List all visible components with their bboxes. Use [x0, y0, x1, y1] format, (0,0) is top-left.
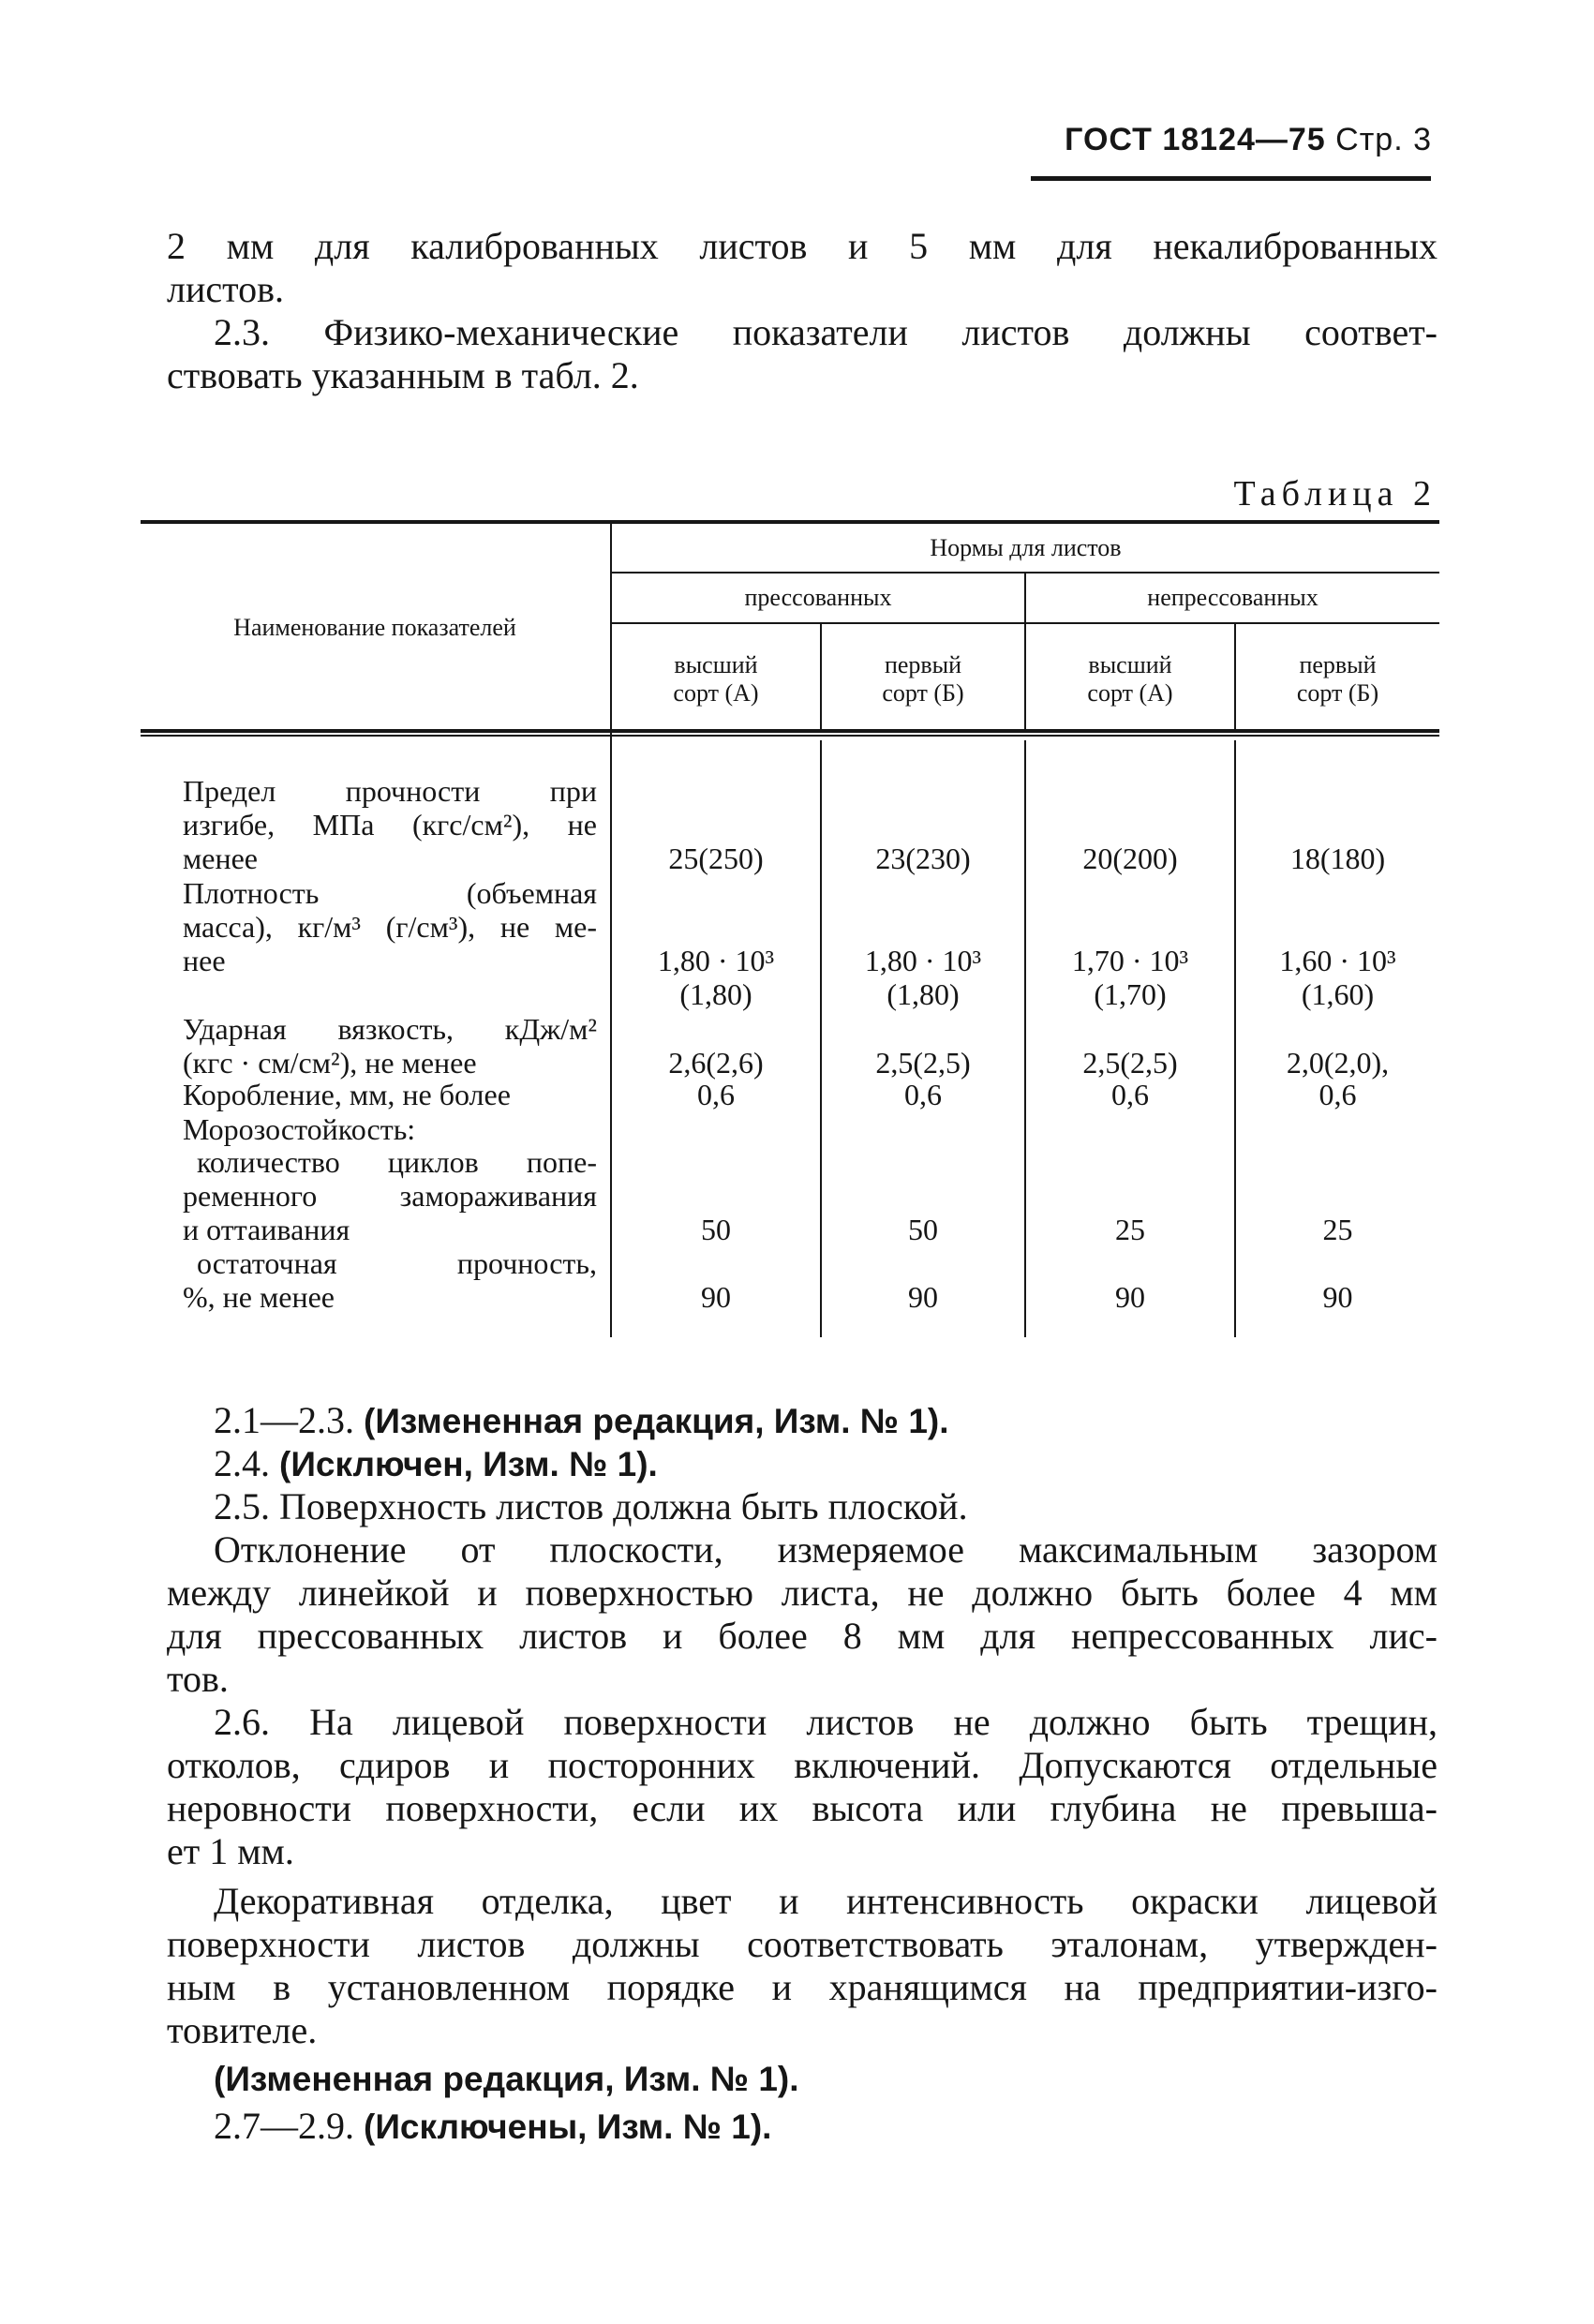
- table-cell: 25: [1322, 1213, 1353, 1246]
- table-vline-2: [820, 740, 822, 1337]
- header-norms: Нормы для листов: [930, 534, 1122, 561]
- table-cell: 90: [908, 1280, 938, 1314]
- table-cell: 23(230): [875, 842, 971, 875]
- paragraph-4-line-3: для прессованных листов и более 8 мм для непрессованных лис-: [167, 1615, 1438, 1657]
- table-header-rule-2: [141, 735, 1439, 737]
- table-cell: 1,60 · 10³: [1279, 944, 1396, 977]
- table-cell: 0,6: [904, 1078, 942, 1111]
- row-label-residual-1: остаточная прочность,: [197, 1246, 597, 1280]
- paragraph-5-line-3: неровности поверхности, если их высота или глубина не превыша-: [167, 1787, 1438, 1829]
- table-cell: 25(250): [668, 842, 764, 875]
- row-label-frost-2: ременного замораживания: [183, 1179, 597, 1213]
- table-cell: 1,70 · 10³: [1071, 944, 1189, 977]
- row-label-frost-1: количество циклов попе-: [197, 1145, 597, 1179]
- grade-header-1: высший сорт (А): [673, 651, 759, 707]
- paragraph-2-line-1: 2.3. Физико-механические показатели листов должны соответ-: [214, 311, 1438, 353]
- paragraph-6-line-3: ным в установленном порядке и хранящимся на предприятии-изго-: [167, 1966, 1438, 2008]
- table-cell: 90: [701, 1280, 731, 1314]
- row-label-strength-3: менее: [183, 842, 258, 875]
- table-cell: 0,6: [1111, 1078, 1149, 1111]
- amendment-note: (Измененная редакция, Изм. № 1).: [214, 2060, 799, 2098]
- paragraph-2-line-2: ствовать указанным в табл. 2.: [167, 354, 639, 396]
- row-label-density-2: масса), кг/м³ (г/см³), не ме-: [183, 910, 597, 944]
- amendment-2-4: 2.4. (Исключен, Изм. № 1).: [214, 1442, 658, 1484]
- page-number: Стр. 3: [1335, 122, 1432, 157]
- paragraph-4-line-2: между линейкой и поверхностью листа, не должно быть более 4 мм: [167, 1572, 1438, 1614]
- paragraph-6-line-4: товителе.: [167, 2009, 318, 2051]
- row-label-strength-2: изгибе, МПа (кгс/см²), не: [183, 808, 597, 842]
- gost-number: ГОСТ 18124—75: [1065, 122, 1326, 157]
- paragraph-5-line-1: 2.6. На лицевой поверхности листов не должно быть трещин,: [214, 1701, 1438, 1743]
- table-vline-4: [1234, 740, 1236, 1337]
- table-cell: (1,80): [886, 977, 960, 1011]
- paragraph-4-line-1: Отклонение от плоскости, измеряемое максимальным зазором: [214, 1528, 1438, 1571]
- clause-2-5: 2.5. Поверхность листов должна быть плоской.: [214, 1485, 968, 1527]
- table-cell: 25: [1115, 1213, 1145, 1246]
- table-caption: Таблица 2: [1233, 474, 1437, 514]
- paragraph-1-line-1: 2 мм для калиброванных листов и 5 мм для некалиброванных: [167, 225, 1438, 267]
- row-label-impact-1: Ударная вязкость, кДж/м²: [183, 1012, 597, 1046]
- grade-header-4: первый сорт (Б): [1296, 651, 1379, 707]
- table-cell: (1,60): [1301, 977, 1375, 1011]
- page-header: [1065, 122, 1432, 158]
- table-cell: 1,80 · 10³: [657, 944, 775, 977]
- table-cell: 20(200): [1082, 842, 1178, 875]
- row-label-density-3: нее: [183, 944, 226, 977]
- table-cell: (1,70): [1094, 977, 1167, 1011]
- table-cell: 50: [701, 1213, 731, 1246]
- row-label-density-1: Плотность (объемная: [183, 876, 597, 910]
- table-cell: 90: [1115, 1280, 1145, 1314]
- table-cell: 2,0(2,0),: [1286, 1046, 1390, 1080]
- table-cell: 1,80 · 10³: [864, 944, 982, 977]
- paragraph-6-line-2: поверхности листов должны соответствовать эталонам, утвержден-: [167, 1923, 1438, 1965]
- table-cell: 0,6: [1318, 1078, 1357, 1111]
- header-rule: [1031, 176, 1431, 181]
- grade-header-3: высший сорт (А): [1087, 651, 1173, 707]
- row-label-frost-3: и оттаивания: [183, 1213, 350, 1246]
- paragraph-1-line-2: листов.: [167, 268, 284, 310]
- header-name: Наименование показателей: [233, 614, 516, 641]
- paragraph-5-line-4: ет 1 мм.: [167, 1830, 294, 1872]
- group-pressed: прессованных: [744, 584, 892, 611]
- table-cell: 50: [908, 1213, 938, 1246]
- table-cell: 18(180): [1289, 842, 1386, 875]
- table-cell: 0,6: [697, 1078, 735, 1111]
- grade-header-2: первый сорт (Б): [882, 651, 964, 707]
- group-unpressed: непрессованных: [1147, 584, 1318, 611]
- row-label-residual-2: %, не менее: [183, 1280, 335, 1314]
- amendment-2-7-2-9: 2.7—2.9. (Исключены, Изм. № 1).: [214, 2105, 772, 2147]
- table-cell: (1,80): [679, 977, 752, 1011]
- row-label-warp: Коробление, мм, не более: [183, 1078, 511, 1111]
- table-cell: 90: [1322, 1280, 1353, 1314]
- row-label-frost-title: Морозостойкость:: [183, 1112, 416, 1146]
- row-label-impact-2: (кгс · см/см²), не менее: [183, 1046, 477, 1080]
- table-cell: 2,6(2,6): [668, 1046, 764, 1080]
- table-top-rule: [141, 520, 1439, 524]
- table-cell: 2,5(2,5): [1082, 1046, 1178, 1080]
- paragraph-6-line-1: Декоративная отделка, цвет и интенсивность окраски лицевой: [214, 1880, 1438, 1922]
- row-label-strength-1: Предел прочности при: [183, 774, 597, 808]
- table-cell: 2,5(2,5): [875, 1046, 971, 1080]
- paragraph-4-line-4: тов.: [167, 1658, 229, 1700]
- table-vline-3: [1024, 740, 1026, 1337]
- table-header-rule: [141, 729, 1439, 733]
- paragraph-5-line-2: отколов, сдиров и посторонних включений. Допускаются отдельные: [167, 1744, 1438, 1786]
- amendment-2-1-2-3: 2.1—2.3. (Измененная редакция, Изм. № 1).: [214, 1399, 949, 1441]
